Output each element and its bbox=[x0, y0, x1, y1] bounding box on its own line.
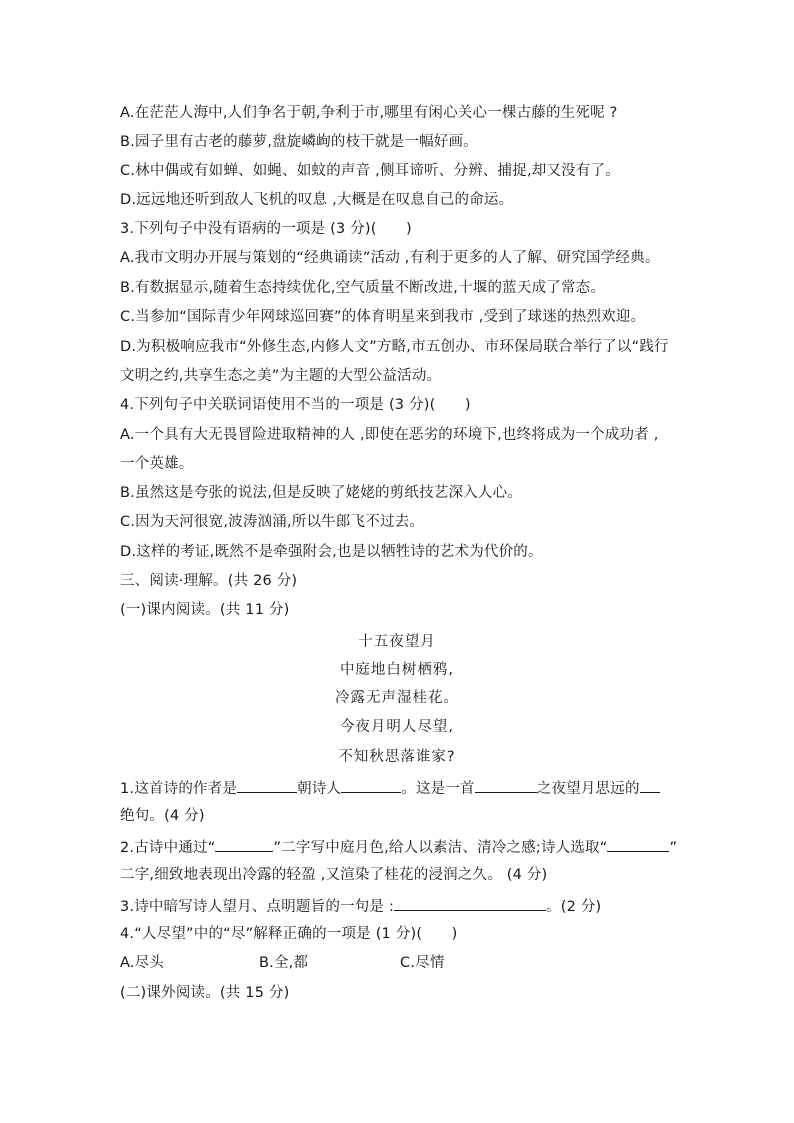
answer-blank[interactable] bbox=[640, 778, 660, 793]
question-3 bbox=[120, 896, 601, 916]
q4-stem: 4.下列句子中关联词语使用不当的一项是 (3 分)( ) bbox=[120, 397, 471, 413]
poem-line-4: 不知秋思落谁家? bbox=[338, 749, 456, 765]
q4-option-a: A.尽头 bbox=[120, 955, 165, 971]
question-1-cont: 绝句。(4 分) bbox=[120, 808, 205, 824]
q1-text-4: 之夜望月思远的 bbox=[536, 781, 640, 797]
answer-blank[interactable] bbox=[607, 837, 669, 852]
q3-option-d-line2: 文明之约,共享生态之美”为主题的大型公益活动。 bbox=[120, 368, 442, 384]
answer-blank[interactable] bbox=[215, 837, 273, 852]
question-2-cont: 二字,细致地表现出冷露的轻盈 ,又渲染了桂花的浸润之久。 (4 分) bbox=[120, 867, 548, 883]
q1-text-3: 。这是一首 bbox=[401, 781, 475, 797]
q2-option-d: D.远远地还听到敌人飞机的叹息 ,大概是在叹息自己的命运。 bbox=[120, 192, 514, 208]
q4-option-a-line2: 一个英雄。 bbox=[120, 456, 194, 472]
q4-option-b: B.虽然这是夸张的说法,但是反映了姥姥的剪纸技艺深入人心。 bbox=[120, 485, 522, 501]
q1-text-1: 1.这首诗的作者是 bbox=[120, 781, 238, 797]
q3-stem: 3.下列句子中没有语病的一项是 (3 分)( ) bbox=[120, 221, 412, 237]
poem-line-3: 今夜月明人尽望, bbox=[339, 719, 455, 735]
q4-option-c: C.尽情 bbox=[400, 955, 445, 971]
q2-text-2: ”二字写中庭月色,给人以素洁、清冷之感;诗人选取“ bbox=[273, 840, 608, 856]
poem-line-2: 冷露无声湿桂花。 bbox=[335, 690, 459, 706]
q4-option-c: C.因为天河很宽,波涛汹涌,所以牛郎飞不过去。 bbox=[120, 514, 425, 530]
q3-text-2: 。(2 分) bbox=[546, 899, 602, 915]
answer-blank[interactable] bbox=[341, 778, 401, 793]
q3-option-c: C.当参加“国际青少年网球巡回赛”的体育明星来到我市 ,受到了球迷的热烈欢迎。 bbox=[120, 309, 646, 325]
answer-blank[interactable] bbox=[394, 896, 546, 911]
question-4-stem: 4.“人尽望”中的“尽”解释正确的一项是 (1 分)( ) bbox=[120, 926, 458, 942]
q4-option-b: B.全,都 bbox=[259, 955, 309, 971]
q4-option-d: D.这样的考证,既然不是牵强附会,也是以牺牲诗的艺术为代价的。 bbox=[120, 544, 543, 560]
section-3-title: 三、阅读·理解。(共 26 分) bbox=[120, 573, 298, 589]
answer-blank[interactable] bbox=[475, 778, 537, 793]
question-1 bbox=[120, 778, 660, 798]
q2-text-3: ” bbox=[669, 840, 678, 856]
q3-option-d-line1: D.为积极响应我市“外修生态,内修人文”方略,市五创办、市环保局联合举行了以“践行 bbox=[120, 339, 669, 355]
q3-option-b: B.有数据显示,随着生态持续优化,空气质量不断改进,十堰的蓝天成了常态。 bbox=[120, 280, 606, 296]
question-4-options bbox=[120, 954, 445, 972]
poem-line-1: 中庭地白树栖鸦, bbox=[339, 662, 455, 678]
q4-option-a-line1: A.一个具有大无畏冒险进取精神的人 ,即使在恶劣的环境下,也终将成为一个成功者 , bbox=[120, 427, 659, 443]
q3-text-1: 3.诗中暗写诗人望月、点明题旨的一句是 : bbox=[120, 899, 395, 915]
q3-option-a: A.我市文明办开展与策划的“经典诵读”活动 ,有利于更多的人了解、研究国学经典。 bbox=[120, 250, 660, 266]
answer-blank[interactable] bbox=[237, 778, 297, 793]
q2-text-1: 2.古诗中通过“ bbox=[120, 840, 216, 856]
part-1-heading: (一)课内阅读。(共 11 分) bbox=[120, 602, 290, 618]
part-2-heading: (二)课外阅读。(共 15 分) bbox=[120, 985, 290, 1001]
question-2 bbox=[120, 837, 677, 857]
q2-option-a: A.在茫茫人海中,人们争名于朝,争利于市,哪里有闲心关心一棵古藤的生死呢 ? bbox=[120, 105, 618, 121]
q1-text-2: 朝诗人 bbox=[297, 781, 342, 797]
q2-option-c: C.林中偶或有如蝉、如蝇、如蚊的声音 ,侧耳谛听、分辨、捕捉,却又没有了。 bbox=[120, 163, 620, 179]
poem-title: 十五夜望月 bbox=[358, 634, 436, 650]
q2-option-b: B.园子里有古老的藤萝,盘旋嶙峋的枝干就是一幅好画。 bbox=[120, 134, 478, 150]
